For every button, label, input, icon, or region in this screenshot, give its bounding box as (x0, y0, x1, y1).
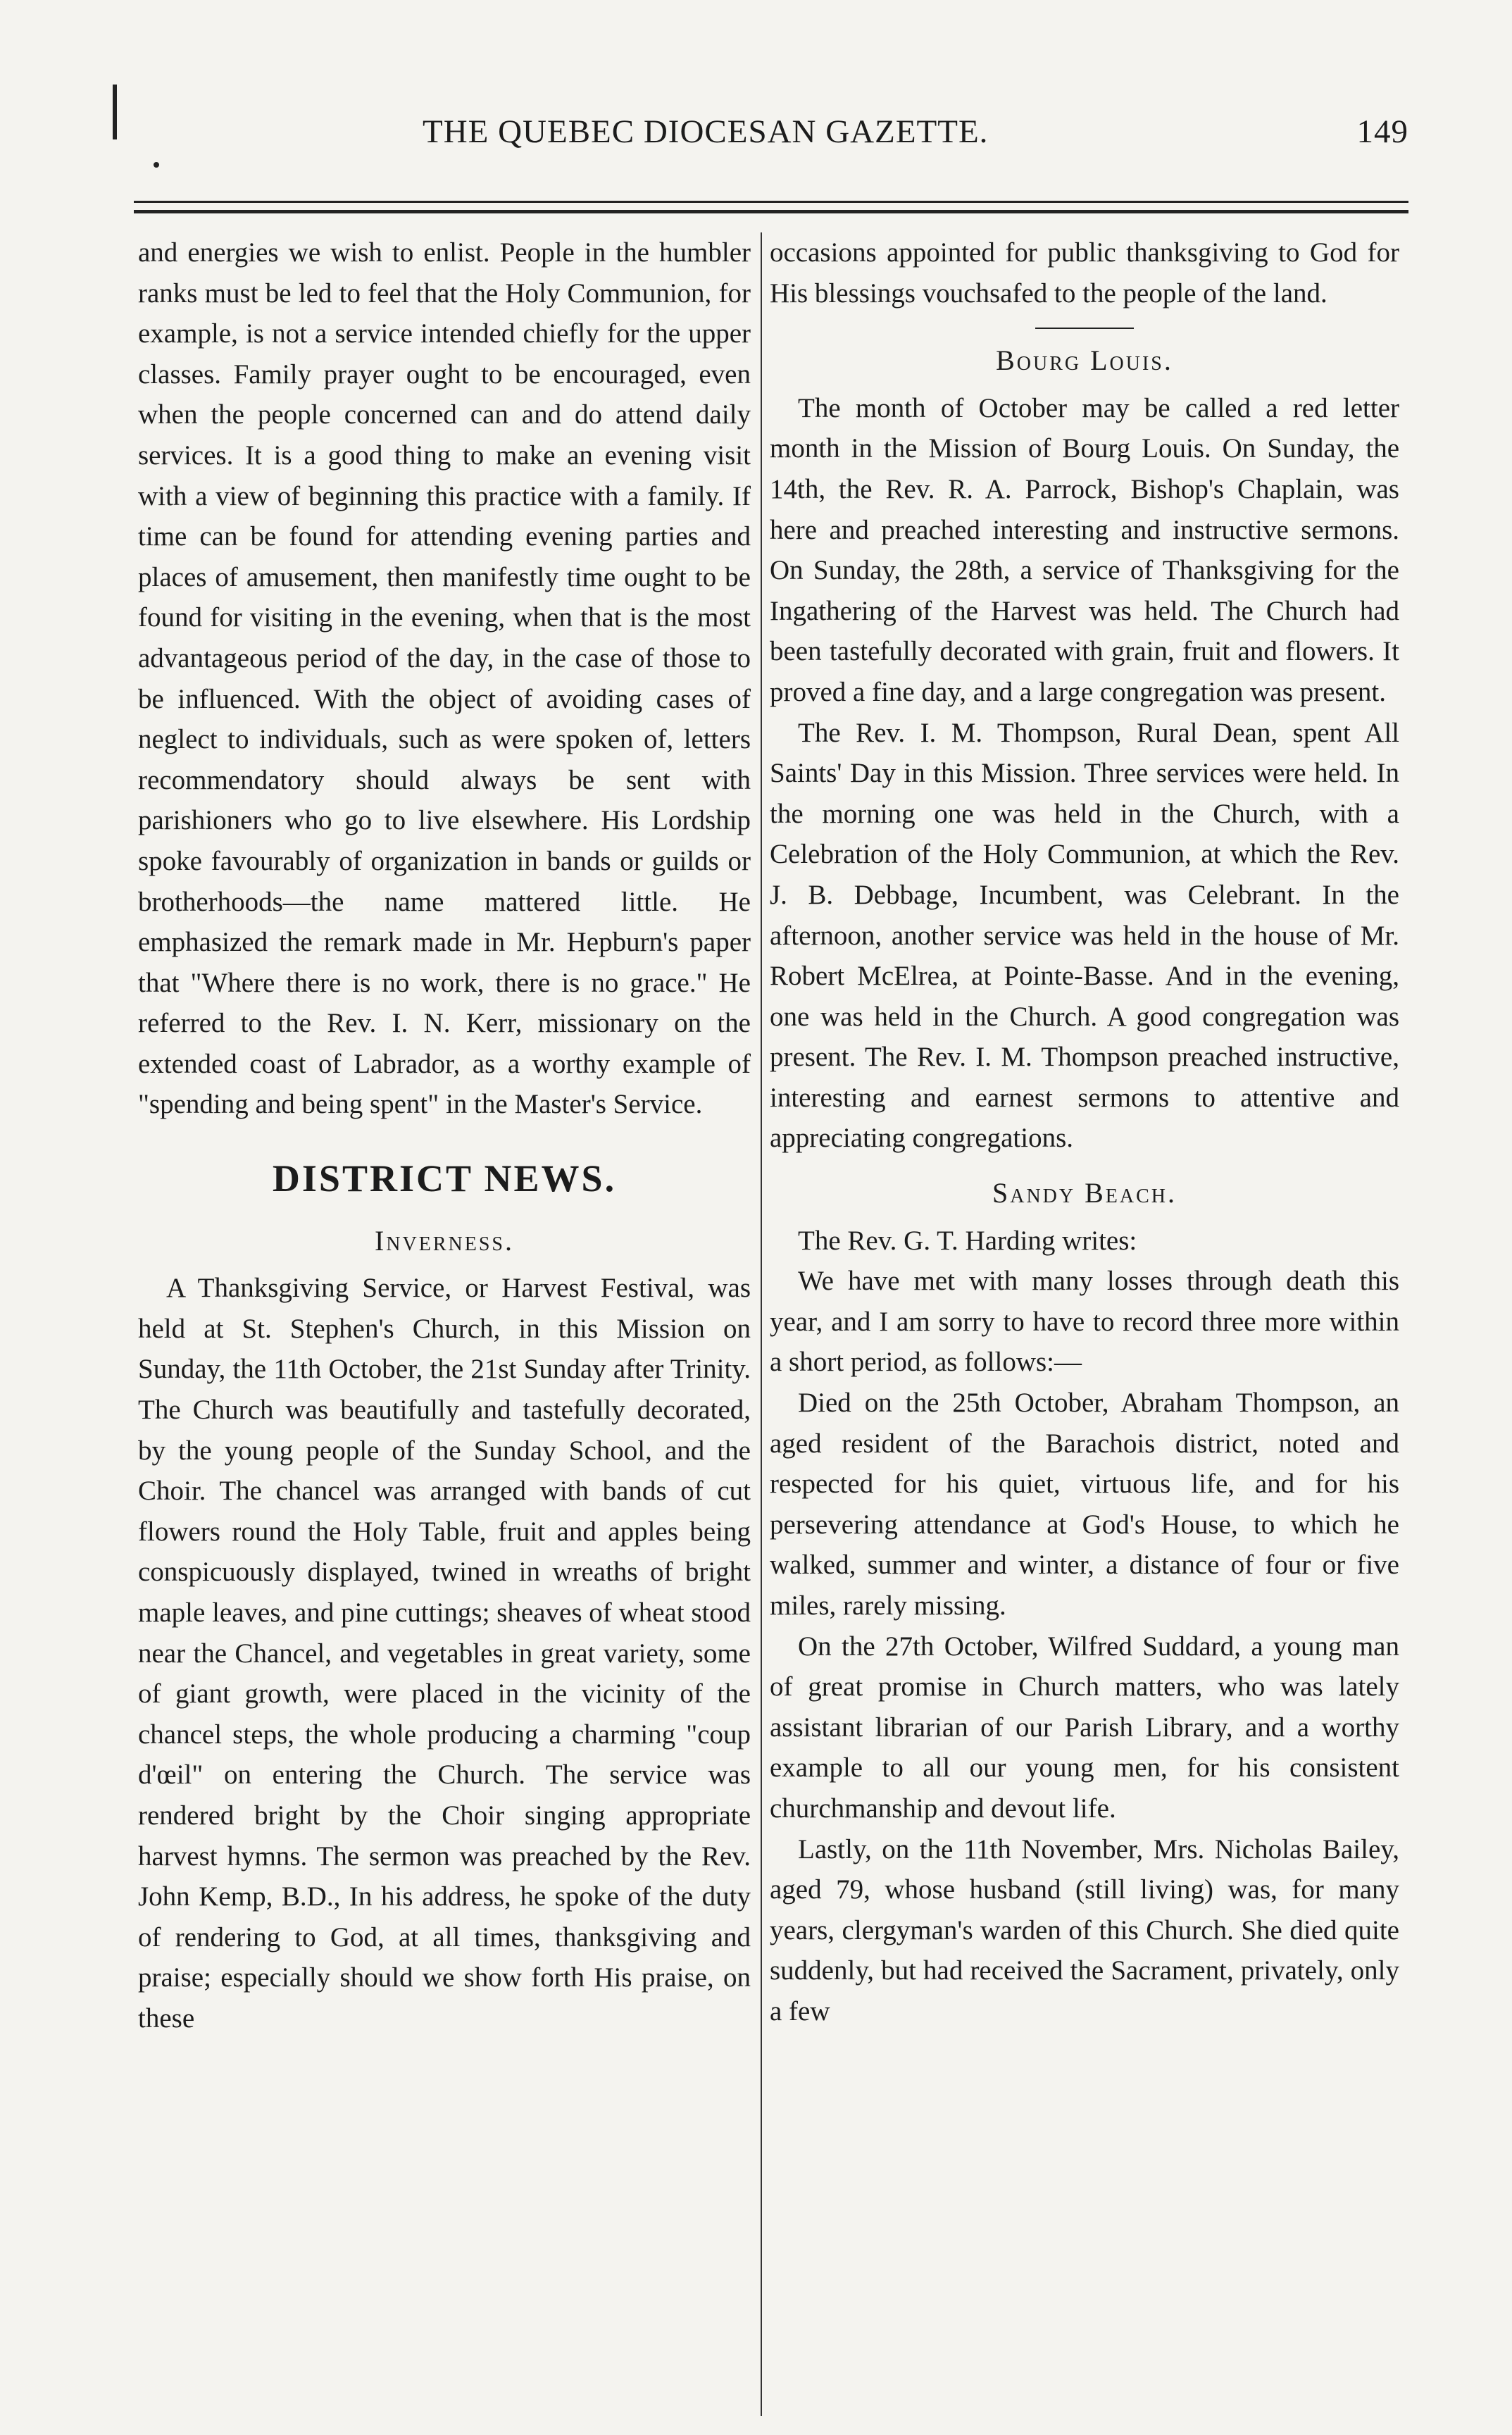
right-column (770, 232, 1399, 2032)
margin-mark (113, 85, 117, 139)
section-gap (770, 1159, 1399, 1173)
bourg-paragraph-1: The month of October may be called a red letter month in the Mission of Bourg Louis. On Sunday, the 14th, the Rev. R. A. Parrock, Bishop's Chaplain, was here and preached interesting and instructive sermons. On Sunday, the 28th, a service of Thanksgiving for the Ingathering of the Harvest was held. The Church had been tastefully decorated with grain, fruit and flowers. It proved a fine day, and a large congregation was present. (770, 392, 1399, 707)
inverness-heading: Inverness. (374, 1224, 514, 1257)
divider-rule (1035, 328, 1134, 329)
bourg-louis-heading: Bourg Louis. (996, 344, 1173, 377)
column-divider (761, 232, 762, 2416)
sandy-beach-heading: Sandy Beach. (992, 1177, 1177, 1209)
continued-paragraph: and energies we wish to enlist. People in the humbler ranks must be led to feel that the Holy Communion, for example, is not a service intended chiefly for the upper classes. Family prayer ought to be encouraged, even when the people concerned can and do attend daily services. It is a good thing to make an evening visit with a view of beginning this practice with a family. If time can be found for attending evening parties and places of amusement, then manifestly time ought to be found for visiting in the evening, when that is the most advantageous period of the day, in the case of those to be influenced. With the object of avoiding cases of neglect to individuals, such as were spoken of, letters recommendatory should always be sent with parishioners who go to live elsewhere. His Lordship spoke favourably of organization in bands or guilds or brotherhoods—the name mattered little. He emphasized the remark made in Mr. Hepburn's paper that "Where there is no work, there is no grace." He referred to the Rev. I. N. Kerr, missionary on the extended coast of Labrador, as a worthy example of "spending and being spent" in the Master's Service. (138, 237, 751, 1120)
sandy-paragraph-1: The Rev. G. T. Harding writes: (798, 1225, 1137, 1256)
sandy-paragraph-4: On the 27th October, Wilfred Suddard, a young man of great promise in Church matters, who was lately assistant librarian of our Parish Library, and a worthy example to all our young men, for his consistent churchmanship and devout life. (770, 1631, 1399, 1824)
margin-dot (154, 162, 159, 168)
page-number: 149 (1356, 113, 1408, 150)
sandy-paragraph-3: Died on the 25th October, Abraham Thompson, an aged resident of the Barachois district, noted and respected for his quiet, virtuous life, and for his persevering attendance at God's House, to which he walked, summer and winter, a distance of four or five miles, rarely missing. (770, 1388, 1399, 1621)
sandy-paragraph-2: We have met with many losses through death this year, and I am sorry to have to record three more within a short period, as follows:— (770, 1266, 1399, 1378)
section-heading: DISTRICT NEWS. (272, 1157, 617, 1200)
header-rule-top (134, 201, 1408, 203)
continued-paragraph-right: occasions appointed for public thanksgiving to God for His blessings vouchsafed to the people of the land. (770, 237, 1399, 309)
running-title: THE QUEBEC DIOCESAN GAZETTE. (423, 113, 989, 150)
bourg-paragraph-2: The Rev. I. M. Thompson, Rural Dean, spent All Saints' Day in this Mission. Three services were held. In the morning one was held in the Church, with a Celebration of the Holy Communion, at which the Rev. J. B. Debbage, Incumbent, was Celebrant. In the afternoon, another service was held in the house of Mr. Robert McElrea, at Pointe-Basse. And in the evening, one was held in the Church. A good congregation was present. The Rev. I. M. Thompson preached instructive, interesting and earnest sermons to attentive and appreciating congregations. (770, 717, 1399, 1154)
header-rule-bottom (134, 210, 1408, 213)
inverness-paragraph: A Thanksgiving Service, or Harvest Festival, was held at St. Stephen's Church, in this Mission on Sunday, the 11th October, the 21st Sunday after Trinity. The Church was beautifully and tastefully decorated, by the young people of the Sunday School, and the Choir. The chancel was arranged with bands of cut flowers round the Holy Table, fruit and apples being conspicuously displayed, twined in wreaths of bright maple leaves, and pine cuttings; sheaves of wheat stood near the Chancel, and vegetables in great variety, some of giant growth, were placed in the vicinity of the chancel steps, the whole producing a charming "coup d'œil" on entering the Church. The service was rendered bright by the Choir singing appropriate harvest hymns. The sermon was preached by the Rev. John Kemp, B.D., In his address, he spoke of the duty of rendering to God, at all times, thanksgiving and praise; especially should we show forth His praise, on these (138, 1273, 751, 2034)
sandy-paragraph-5: Lastly, on the 11th November, Mrs. Nicholas Bailey, aged 79, whose husband (still living) was, for many years, clergyman's warden of this Church. She died quite suddenly, but had received the Sacrament, privately, only a few (770, 1833, 1399, 2026)
left-column (138, 232, 751, 2039)
